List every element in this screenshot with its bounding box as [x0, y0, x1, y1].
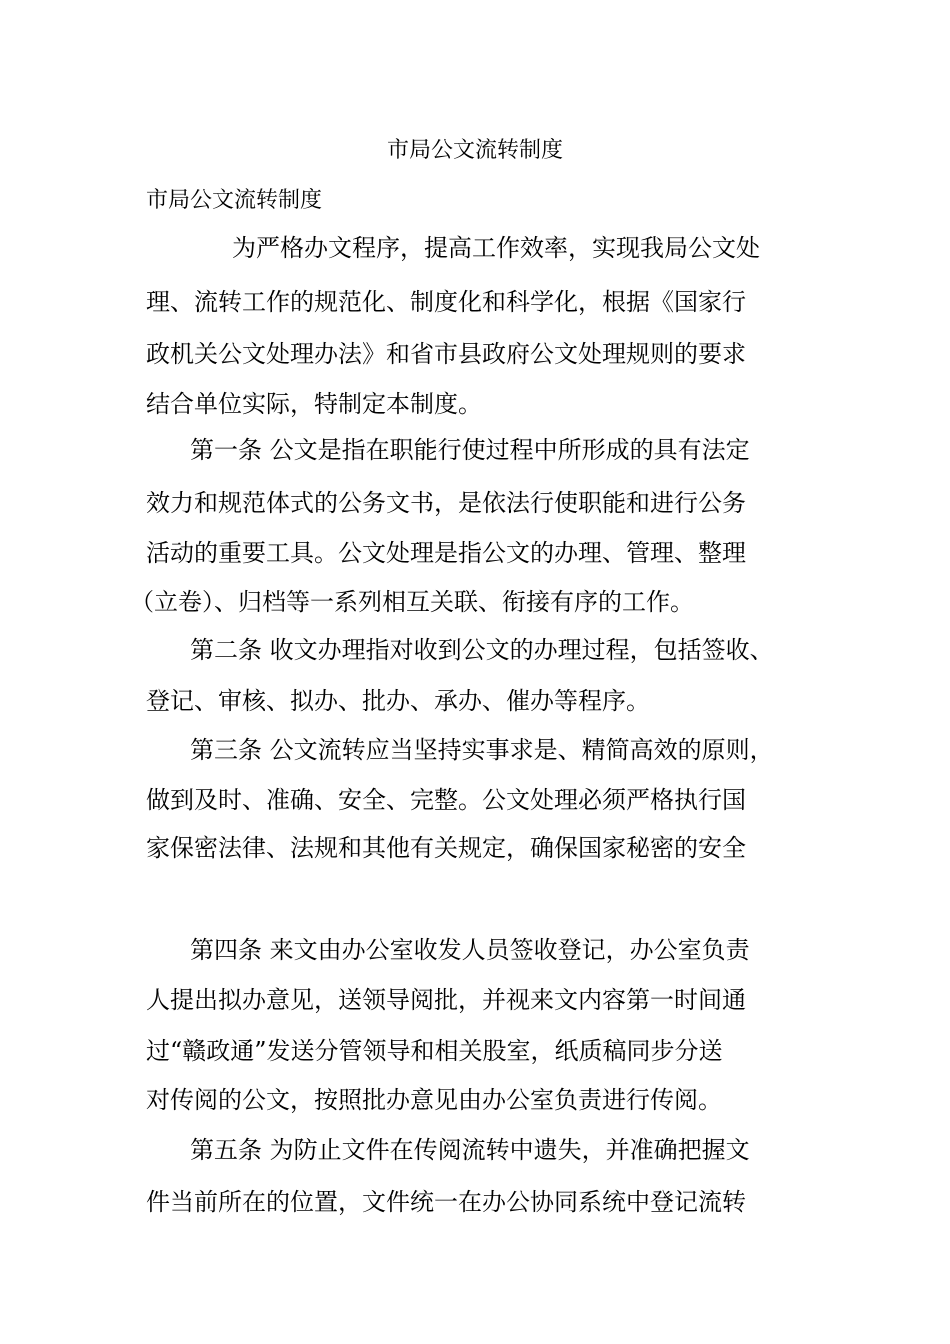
document-subtitle: 市局公文流转制度	[146, 188, 323, 213]
body-line: 结合单位实际，特制定本制度。	[146, 390, 482, 418]
body-line: 件当前所在的位置，文件统一在办公协同系统中登记流转	[146, 1188, 746, 1216]
article-2-line: 第二条 收文办理指对收到公文的办理过程，包括签收、	[190, 636, 774, 664]
body-line: 为严格办文程序，提高工作效率，实现我局公文处	[232, 234, 760, 262]
article-3-line: 第三条 公文流转应当坚持实事求是、精简高效的原则，	[190, 736, 774, 764]
body-line: 理、流转工作的规范化、制度化和科学化，根据《国家行	[146, 288, 746, 316]
body-line: 政机关公文处理办法》和省市县政府公文处理规则的要求	[146, 340, 746, 368]
body-line: 活动的重要工具。公文处理是指公文的办理、管理、整理	[146, 539, 746, 567]
body-line: （立卷）、归档等一系列相互关联、衔接有序的工作。	[130, 588, 694, 616]
article-1-line: 第一条 公文是指在职能行使过程中所形成的具有法定	[190, 436, 750, 464]
document-title: 市局公文流转制度	[386, 138, 563, 163]
body-line: 对传阅的公文，按照批办意见由办公室负责进行传阅。	[146, 1086, 722, 1114]
body-line: 过“赣政通”发送分管领导和相关股室，纸质稿同步分送	[146, 1037, 723, 1065]
article-4-line: 第四条 来文由办公室收发人员签收登记，办公室负责	[190, 936, 750, 964]
body-line: 效力和规范体式的公务文书，是依法行使职能和进行公务	[146, 489, 746, 517]
body-line: 人提出拟办意见，送领导阅批，并视来文内容第一时间通	[146, 986, 746, 1014]
body-line: 登记、审核、拟办、批办、承办、催办等程序。	[146, 687, 650, 715]
article-5-line: 第五条 为防止文件在传阅流转中遗失，并准确把握文	[190, 1136, 750, 1164]
body-line: 家保密法律、法规和其他有关规定，确保国家秘密的安全	[146, 834, 746, 862]
body-line: 做到及时、准确、安全、完整。公文处理必须严格执行国	[146, 786, 746, 814]
